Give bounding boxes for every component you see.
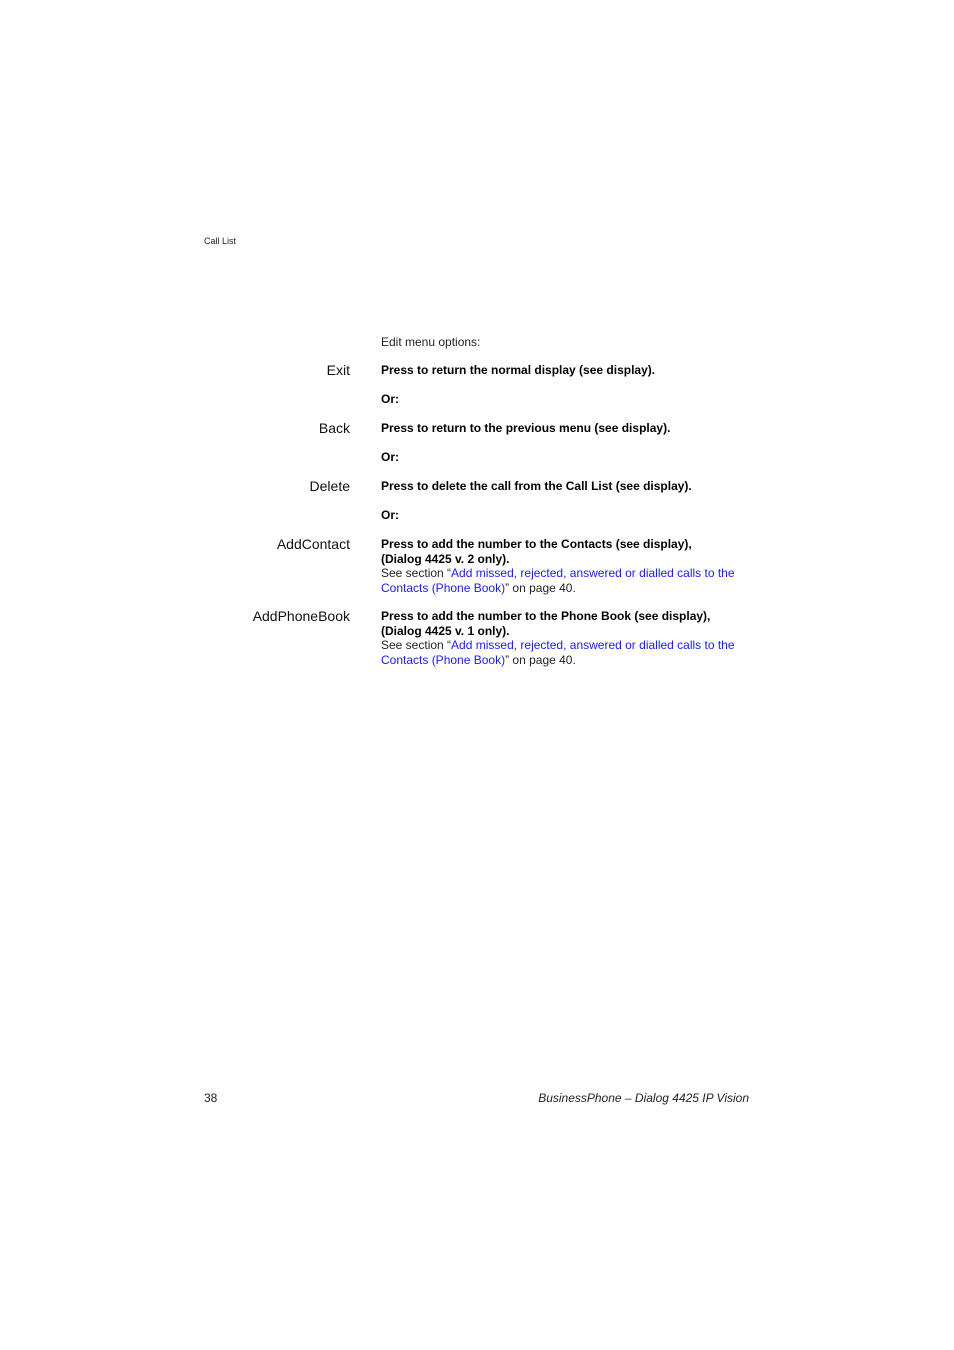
running-header: Call List — [204, 236, 237, 246]
addphonebook-see-section — [381, 638, 761, 667]
intro-text: Edit menu options: — [381, 335, 481, 349]
addcontact-see-section — [381, 566, 761, 595]
or-label: Or: — [381, 450, 399, 464]
page-number: 38 — [204, 1091, 218, 1105]
softkey-delete: Delete — [309, 478, 350, 494]
addphonebook-description-line1: Press to add the number to the Phone Book (see display), — [381, 609, 711, 623]
see-prefix: See section “ — [381, 566, 452, 580]
delete-description: Press to delete the call from the Call List (see display). — [381, 479, 692, 493]
addcontact-description — [381, 537, 761, 595]
exit-description: Press to return the normal display (see display). — [381, 363, 656, 377]
addcontact-description-line1: Press to add the number to the Contacts (see display), — [381, 537, 692, 551]
addphonebook-description-line2: (Dialog 4425 v. 1 only). — [381, 623, 510, 638]
addcontact-description-line2: (Dialog 4425 v. 2 only). — [381, 551, 510, 566]
document-title: BusinessPhone – Dialog 4425 IP Vision — [538, 1091, 749, 1105]
section-link[interactable]: Add missed, rejected, answered or dialled calls to the Contacts (Phone Book) — [381, 638, 735, 667]
softkey-addcontact: AddContact — [276, 536, 350, 552]
back-description: Press to return to the previous menu (see display). — [381, 421, 671, 435]
softkey-back: Back — [318, 420, 350, 436]
see-suffix: ” on page 40. — [505, 580, 576, 595]
section-link[interactable]: Add missed, rejected, answered or dialled calls to the Contacts (Phone Book) — [381, 566, 735, 595]
softkey-exit: Exit — [326, 362, 350, 378]
softkey-addphonebook: AddPhoneBook — [252, 608, 350, 624]
see-suffix: ” on page 40. — [505, 652, 576, 667]
see-prefix: See section “ — [381, 638, 452, 652]
addphonebook-description — [381, 609, 761, 667]
or-label: Or: — [381, 508, 399, 522]
or-label: Or: — [381, 392, 399, 406]
